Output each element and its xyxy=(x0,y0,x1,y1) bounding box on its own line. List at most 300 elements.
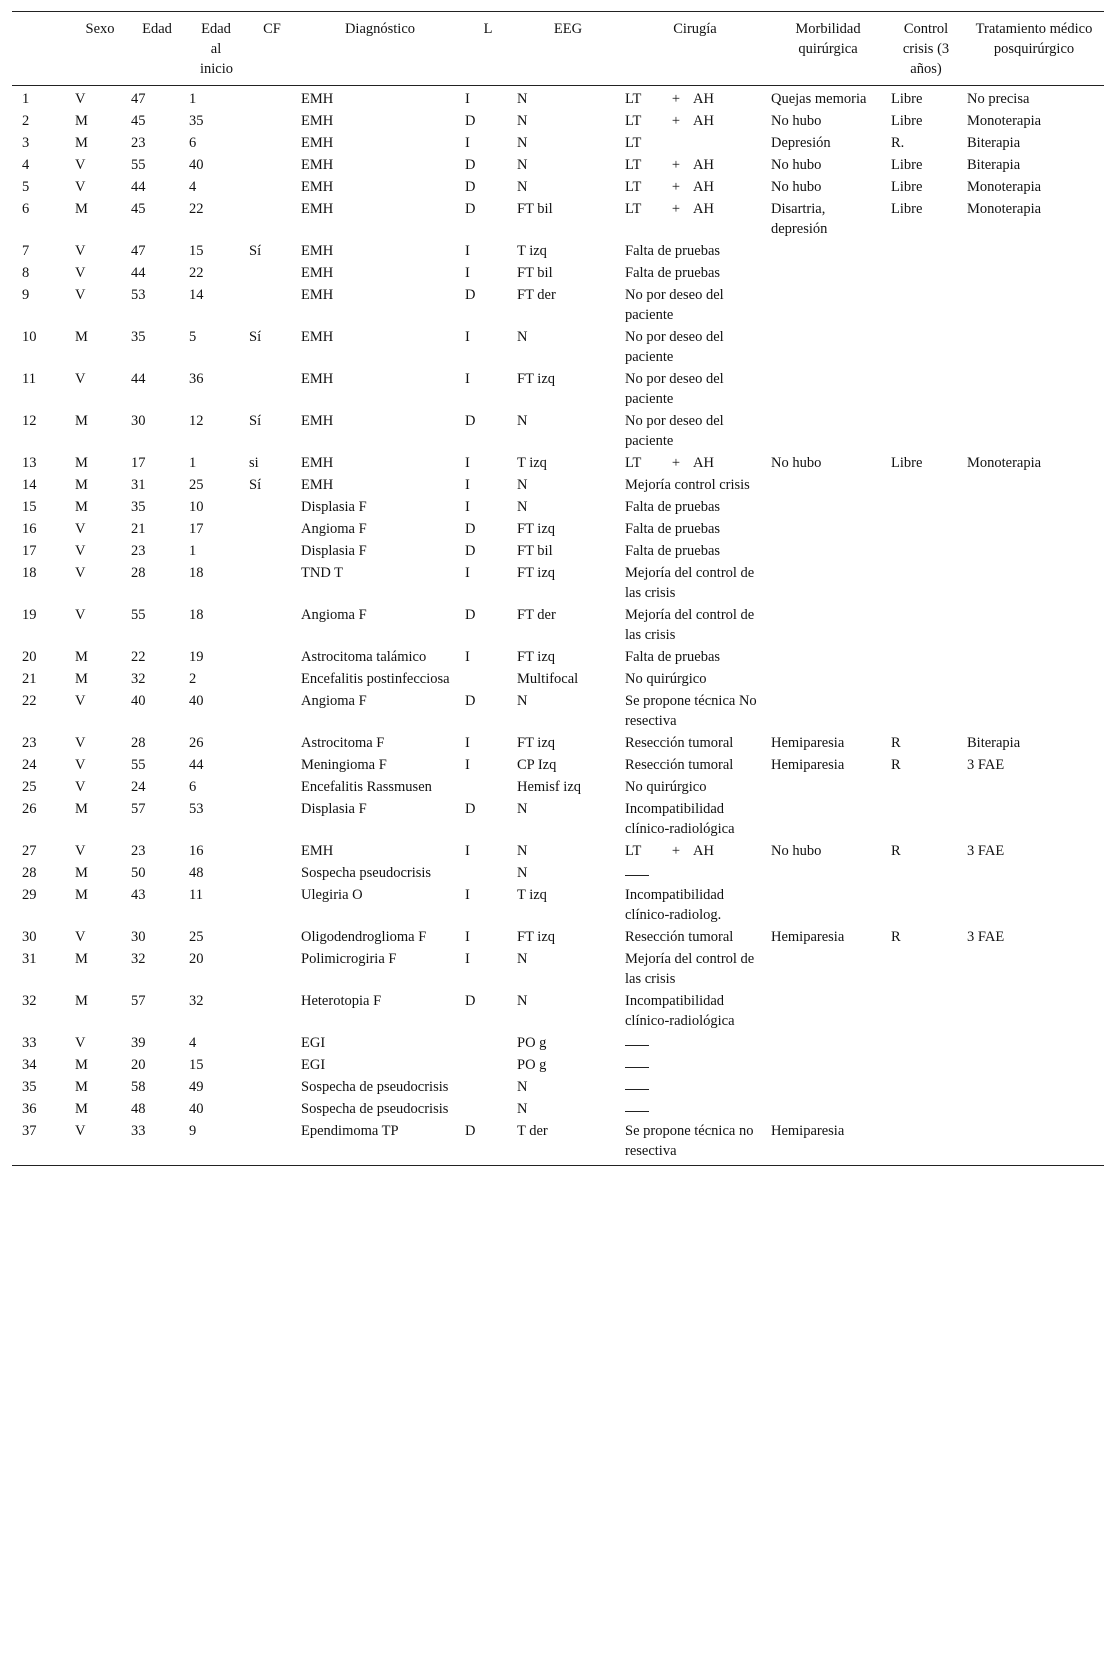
cell-cf xyxy=(246,541,298,563)
cell-edad: 35 xyxy=(131,329,146,345)
col-header-l: L xyxy=(462,12,514,86)
cell-edad: 30 xyxy=(131,413,146,429)
cell-tratamiento xyxy=(964,327,1104,369)
cell-edad-inicio: 40 xyxy=(189,693,204,709)
cell-tratamiento: Biterapia xyxy=(967,735,1021,751)
cell-l: I xyxy=(465,499,470,515)
cell-number: 22 xyxy=(22,693,37,709)
cell-number: 25 xyxy=(22,779,37,795)
cell-control-crisis xyxy=(888,1099,964,1121)
cell-cirugia: LT + AH xyxy=(625,455,714,471)
cell-control-crisis xyxy=(888,777,964,799)
cell-morbilidad xyxy=(768,777,888,799)
cell-edad: 58 xyxy=(131,1079,146,1095)
cell-diagnostico: Sospecha de pseudocrisis xyxy=(301,1079,449,1095)
cell-edad: 55 xyxy=(131,607,146,623)
table-row xyxy=(12,1077,1104,1099)
cell-control-crisis xyxy=(888,285,964,327)
cell-morbilidad xyxy=(768,241,888,263)
cell-cf xyxy=(246,885,298,927)
cell-eeg: T izq xyxy=(517,243,547,259)
cell-edad: 24 xyxy=(131,779,146,795)
cell-l: D xyxy=(465,801,476,817)
cell-sexo: M xyxy=(75,951,88,967)
cell-control-crisis xyxy=(888,497,964,519)
cell-sexo: M xyxy=(75,201,88,217)
cell-morbilidad: No hubo xyxy=(771,843,822,859)
cell-cirugia xyxy=(622,1099,768,1121)
table-row xyxy=(12,927,1104,949)
cell-edad-inicio: 18 xyxy=(189,607,204,623)
cell-edad-inicio: 15 xyxy=(189,243,204,259)
cell-sexo: V xyxy=(75,757,86,773)
cell-morbilidad xyxy=(768,563,888,605)
cell-l: I xyxy=(465,951,470,967)
cell-diagnostico: EMH xyxy=(301,455,334,471)
cell-eeg: N xyxy=(517,477,528,493)
cell-diagnostico: EMH xyxy=(301,287,334,303)
cell-cf xyxy=(246,1099,298,1121)
cell-cf xyxy=(246,777,298,799)
cell-morbilidad: Hemiparesia xyxy=(771,757,845,773)
cell-control-crisis xyxy=(888,1055,964,1077)
cell-number: 8 xyxy=(22,265,30,281)
table-row xyxy=(12,1121,1104,1166)
table-row xyxy=(12,199,1104,241)
cell-l: D xyxy=(465,179,476,195)
col-header-tratamiento: Tratamiento médico posquirúrgico xyxy=(964,12,1104,86)
cell-cf xyxy=(246,863,298,885)
cell-diagnostico: Ependimoma TP xyxy=(298,1121,462,1166)
cell-morbilidad xyxy=(768,285,888,327)
cell-cf xyxy=(246,563,298,605)
cell-number: 24 xyxy=(22,757,37,773)
cell-eeg: FT izq xyxy=(517,929,555,945)
cell-diagnostico: Angioma F xyxy=(301,607,367,623)
cell-number: 19 xyxy=(22,607,37,623)
cell-tratamiento xyxy=(964,497,1104,519)
cell-number: 18 xyxy=(22,565,37,581)
cell-tratamiento xyxy=(964,475,1104,497)
cell-cirugia: No quirúrgico xyxy=(625,779,707,795)
cell-diagnostico: Sospecha de pseudocrisis xyxy=(301,1101,449,1117)
cell-diagnostico: EMH xyxy=(301,477,334,493)
cell-number: 2 xyxy=(22,113,30,129)
cell-diagnostico: TND T xyxy=(301,565,344,581)
cell-cf xyxy=(246,263,298,285)
cell-cirugia: Falta de pruebas xyxy=(625,649,721,665)
cell-cirugia: Falta de pruebas xyxy=(625,521,721,537)
cell-tratamiento xyxy=(964,263,1104,285)
cell-morbilidad: No hubo xyxy=(771,455,822,471)
cell-cirugia: No por deseo del paciente xyxy=(625,413,724,449)
table-row xyxy=(12,841,1104,863)
cell-control-crisis xyxy=(888,1033,964,1055)
cell-cf xyxy=(246,733,298,755)
table-row xyxy=(12,497,1104,519)
cell-edad: 44 xyxy=(131,371,146,387)
cell-cf xyxy=(246,1055,298,1077)
cell-edad: 22 xyxy=(131,649,146,665)
col-header-sexo: Sexo xyxy=(72,12,128,86)
cell-edad-inicio: 1 xyxy=(189,543,197,559)
table-row xyxy=(12,863,1104,885)
cell-cirugia: LT + AH xyxy=(625,843,714,859)
cell-control-crisis xyxy=(888,605,964,647)
cell-sexo: M xyxy=(75,671,88,687)
cell-control-crisis: R xyxy=(891,735,901,751)
cell-sexo: M xyxy=(75,477,88,493)
cell-cf xyxy=(246,605,298,647)
cell-eeg: CP Izq xyxy=(517,757,557,773)
cell-number: 11 xyxy=(22,371,36,387)
cell-diagnostico: Astrocitoma F xyxy=(301,735,385,751)
table-row xyxy=(12,733,1104,755)
cell-diagnostico: EMH xyxy=(301,91,334,107)
cell-cirugia: LT + AH xyxy=(625,113,714,129)
cell-tratamiento: 3 FAE xyxy=(967,929,1005,945)
cell-edad: 20 xyxy=(131,1057,146,1073)
cell-cirugia: Falta de pruebas xyxy=(625,543,721,559)
cell-eeg: N xyxy=(517,1101,528,1117)
cell-cf: Sí xyxy=(249,413,262,429)
dash-mark xyxy=(625,1033,649,1046)
cell-cirugia: LT + AH xyxy=(625,91,714,107)
dash-mark xyxy=(625,1055,649,1068)
cell-cirugia: Resección tumoral xyxy=(625,735,734,751)
cell-eeg: N xyxy=(517,499,528,515)
cell-cf xyxy=(246,1121,298,1166)
cell-edad-inicio: 44 xyxy=(189,757,204,773)
cell-diagnostico: Displasia F xyxy=(301,543,367,559)
cell-eeg: N xyxy=(517,993,528,1009)
table-container xyxy=(12,11,1104,1166)
cell-l: I xyxy=(465,649,470,665)
cell-sexo: M xyxy=(75,993,88,1009)
cell-sexo: V xyxy=(75,157,86,173)
cell-cf: si xyxy=(249,455,259,471)
cell-cf: Sí xyxy=(249,243,262,259)
cell-sexo: M xyxy=(75,329,88,345)
cell-edad-inicio: 16 xyxy=(189,843,204,859)
cell-cirugia: No quirúrgico xyxy=(625,671,707,687)
table-row xyxy=(12,777,1104,799)
cell-tratamiento: Monoterapia xyxy=(967,201,1042,217)
cell-sexo: M xyxy=(75,1057,88,1073)
cell-cirugia: Falta de pruebas xyxy=(625,265,721,281)
cell-number: 7 xyxy=(22,243,30,259)
cell-tratamiento: Biterapia xyxy=(967,135,1021,151)
cell-sexo: V xyxy=(75,521,86,537)
cell-edad: 30 xyxy=(131,929,146,945)
cell-morbilidad xyxy=(768,669,888,691)
cell-sexo: M xyxy=(75,413,88,429)
cell-sexo: V xyxy=(75,735,86,751)
cell-eeg: FT izq xyxy=(517,521,555,537)
cell-eeg: N xyxy=(517,157,528,173)
cell-eeg: N xyxy=(517,843,528,859)
cell-tratamiento xyxy=(964,519,1104,541)
cell-control-crisis: Libre xyxy=(891,157,923,173)
cell-edad: 40 xyxy=(131,693,146,709)
cell-cf xyxy=(246,86,298,112)
cell-diagnostico: EGI xyxy=(301,1035,326,1051)
cell-morbilidad: Hemiparesia xyxy=(768,1121,888,1166)
cell-l: I xyxy=(465,757,470,773)
table-row xyxy=(12,133,1104,155)
cell-edad-inicio: 20 xyxy=(189,951,204,967)
cell-l: I xyxy=(465,477,470,493)
cell-cf xyxy=(246,755,298,777)
cell-morbilidad: Quejas memoria xyxy=(771,91,867,107)
cell-number: 28 xyxy=(22,865,37,881)
cell-diagnostico: Oligodendroglioma F xyxy=(301,929,427,945)
cell-tratamiento xyxy=(964,241,1104,263)
cell-tratamiento xyxy=(964,369,1104,411)
cell-sexo: V xyxy=(75,843,86,859)
cell-morbilidad: No hubo xyxy=(771,113,822,129)
cell-l: I xyxy=(465,265,470,281)
cell-cirugia xyxy=(622,1077,768,1099)
table-row xyxy=(12,563,1104,605)
cell-cirugia: No por deseo del paciente xyxy=(625,371,724,407)
table-row xyxy=(12,177,1104,199)
table-row xyxy=(12,285,1104,327)
table-row xyxy=(12,799,1104,841)
cell-edad: 32 xyxy=(131,671,146,687)
cell-tratamiento xyxy=(964,563,1104,605)
cell-cf: Sí xyxy=(249,329,262,345)
cell-edad: 53 xyxy=(131,287,146,303)
cell-control-crisis xyxy=(888,991,964,1033)
cell-l: I xyxy=(465,565,470,581)
cell-edad-inicio: 5 xyxy=(189,329,197,345)
cell-eeg: Hemisf izq xyxy=(517,779,582,795)
cell-tratamiento xyxy=(964,541,1104,563)
cell-edad-inicio: 12 xyxy=(189,413,204,429)
cell-number: 9 xyxy=(22,287,30,303)
cell-edad: 23 xyxy=(131,843,146,859)
cell-l xyxy=(462,1033,514,1055)
cell-l: D xyxy=(465,287,476,303)
table-row xyxy=(12,241,1104,263)
cell-number: 33 xyxy=(22,1035,37,1051)
cell-cirugia xyxy=(622,1055,768,1077)
cell-morbilidad xyxy=(768,991,888,1033)
cell-edad: 43 xyxy=(131,887,146,903)
cell-diagnostico: Astrocitoma talámico xyxy=(301,649,427,665)
cell-number: 6 xyxy=(22,201,30,217)
cell-cf xyxy=(246,669,298,691)
col-header-number xyxy=(12,12,72,86)
cell-l xyxy=(462,863,514,885)
cell-tratamiento: Biterapia xyxy=(967,157,1021,173)
cell-cf xyxy=(246,691,298,733)
cell-edad-inicio: 6 xyxy=(189,779,197,795)
cell-eeg: T der xyxy=(514,1121,622,1166)
cell-l: D xyxy=(465,521,476,537)
cell-eeg: N xyxy=(517,329,528,345)
table-row xyxy=(12,991,1104,1033)
cell-sexo: M xyxy=(75,801,88,817)
cell-edad-inicio: 32 xyxy=(189,993,204,1009)
table-row xyxy=(12,453,1104,475)
cell-eeg: N xyxy=(517,135,528,151)
cell-sexo: V xyxy=(75,371,86,387)
cell-cf xyxy=(246,841,298,863)
cell-sexo: V xyxy=(75,607,86,623)
cell-cf xyxy=(246,519,298,541)
cell-tratamiento xyxy=(964,669,1104,691)
cell-edad-inicio: 40 xyxy=(189,1101,204,1117)
cell-cirugia: LT + AH xyxy=(625,179,714,195)
cell-edad: 57 xyxy=(131,801,146,817)
cell-tratamiento xyxy=(964,647,1104,669)
cell-cf xyxy=(246,927,298,949)
cell-sexo: M xyxy=(75,887,88,903)
cell-morbilidad xyxy=(768,949,888,991)
table-row xyxy=(12,669,1104,691)
cell-edad: 55 xyxy=(131,157,146,173)
table-row xyxy=(12,86,1104,112)
cell-number: 30 xyxy=(22,929,37,945)
cell-sexo: M xyxy=(75,135,88,151)
cell-control-crisis: Libre xyxy=(891,179,923,195)
cell-number: 31 xyxy=(22,951,37,967)
cell-edad: 44 xyxy=(131,265,146,281)
cell-cirugia xyxy=(622,863,768,885)
cell-tratamiento xyxy=(964,1121,1104,1166)
cell-edad: 57 xyxy=(131,993,146,1009)
cell-diagnostico: EMH xyxy=(301,179,334,195)
cell-cirugia xyxy=(622,1033,768,1055)
cell-l: D xyxy=(465,543,476,559)
cell-edad-inicio: 14 xyxy=(189,287,204,303)
cell-edad-inicio: 4 xyxy=(189,1035,197,1051)
cell-morbilidad xyxy=(768,1099,888,1121)
cell-diagnostico: Displasia F xyxy=(301,801,367,817)
cell-cirugia: No por deseo del paciente xyxy=(625,329,724,365)
cell-tratamiento xyxy=(964,949,1104,991)
cell-cf xyxy=(246,111,298,133)
cell-number: 5 xyxy=(22,179,30,195)
cell-diagnostico: Polimicrogiria F xyxy=(301,951,397,967)
cell-control-crisis xyxy=(888,475,964,497)
cell-eeg: FT der xyxy=(517,607,556,623)
cell-tratamiento xyxy=(964,863,1104,885)
cell-diagnostico: EMH xyxy=(301,843,334,859)
cell-cirugia: Mejoría del control de las crisis xyxy=(625,607,755,643)
table-row xyxy=(12,1099,1104,1121)
cell-control-crisis xyxy=(888,541,964,563)
cell-l: D xyxy=(465,201,476,217)
cell-diagnostico: EMH xyxy=(301,413,334,429)
cell-tratamiento xyxy=(964,1099,1104,1121)
cell-diagnostico: Encefalitis Rassmusen xyxy=(301,779,432,795)
cell-cirugia: No por deseo del paciente xyxy=(625,287,724,323)
col-header-control-crisis: Control crisis (3 años) xyxy=(888,12,964,86)
cell-eeg: FT izq xyxy=(517,371,555,387)
cell-edad: 47 xyxy=(131,91,146,107)
cell-eeg: N xyxy=(517,951,528,967)
cell-control-crisis xyxy=(888,241,964,263)
cell-edad-inicio: 11 xyxy=(189,887,203,903)
cell-eeg: FT bil xyxy=(517,265,553,281)
cell-number: 4 xyxy=(22,157,30,173)
cell-cf xyxy=(246,949,298,991)
cell-control-crisis xyxy=(888,863,964,885)
cell-eeg: FT bil xyxy=(517,543,553,559)
cell-sexo: V xyxy=(75,265,86,281)
cell-morbilidad xyxy=(768,263,888,285)
cell-control-crisis xyxy=(888,263,964,285)
cell-sexo: V xyxy=(75,91,86,107)
cell-diagnostico: Displasia F xyxy=(301,499,367,515)
cell-diagnostico: Meningioma F xyxy=(301,757,387,773)
cell-diagnostico: EMH xyxy=(301,157,334,173)
cell-diagnostico: EMH xyxy=(301,243,334,259)
cell-number: 36 xyxy=(22,1101,37,1117)
cell-edad-inicio: 6 xyxy=(189,135,197,151)
cell-edad: 21 xyxy=(131,521,146,537)
cell-l: I xyxy=(465,243,470,259)
table-row xyxy=(12,1055,1104,1077)
cell-edad: 48 xyxy=(131,1101,146,1117)
cell-edad-inicio: 25 xyxy=(189,477,204,493)
cell-cf: Sí xyxy=(249,477,262,493)
cell-tratamiento: Monoterapia xyxy=(967,455,1042,471)
cell-number: 12 xyxy=(22,413,37,429)
cell-l xyxy=(462,1099,514,1121)
cell-diagnostico: Heterotopia F xyxy=(301,993,382,1009)
cell-edad-inicio: 15 xyxy=(189,1057,204,1073)
cell-morbilidad: Depresión xyxy=(771,135,831,151)
cell-control-crisis: Libre xyxy=(891,113,923,129)
cell-l: D xyxy=(465,413,476,429)
table-row xyxy=(12,755,1104,777)
header-row xyxy=(12,12,1104,86)
cell-cirugia: Se propone técnica no resectiva xyxy=(622,1121,768,1166)
cell-morbilidad xyxy=(768,369,888,411)
cell-morbilidad: No hubo xyxy=(771,157,822,173)
cell-eeg: N xyxy=(517,693,528,709)
cell-cirugia: LT xyxy=(625,135,642,151)
cell-sexo: V xyxy=(75,929,86,945)
cell-l xyxy=(462,669,514,691)
cell-number: 14 xyxy=(22,477,37,493)
cell-edad-inicio: 48 xyxy=(189,865,204,881)
cell-edad-inicio: 4 xyxy=(189,179,197,195)
cell-l: D xyxy=(465,157,476,173)
cell-tratamiento: No precisa xyxy=(967,91,1030,107)
table-row xyxy=(12,263,1104,285)
cell-tratamiento: Monoterapia xyxy=(967,179,1042,195)
cell-cirugia: Mejoría del control de las crisis xyxy=(625,951,755,987)
cell-edad: 23 xyxy=(131,135,146,151)
cell-edad-inicio: 1 xyxy=(189,455,197,471)
col-header-diagnostico: Diagnóstico xyxy=(298,12,462,86)
cell-edad: 39 xyxy=(131,1035,146,1051)
cell-l: I xyxy=(465,329,470,345)
cell-diagnostico: EGI xyxy=(301,1057,326,1073)
cell-number: 1 xyxy=(22,91,30,107)
cell-edad: 45 xyxy=(131,113,146,129)
cell-diagnostico: Ulegiria O xyxy=(301,887,363,903)
cell-morbilidad xyxy=(768,691,888,733)
cell-tratamiento: 3 FAE xyxy=(967,757,1005,773)
cell-morbilidad: Hemiparesia xyxy=(771,735,845,751)
cell-edad: 32 xyxy=(131,951,146,967)
